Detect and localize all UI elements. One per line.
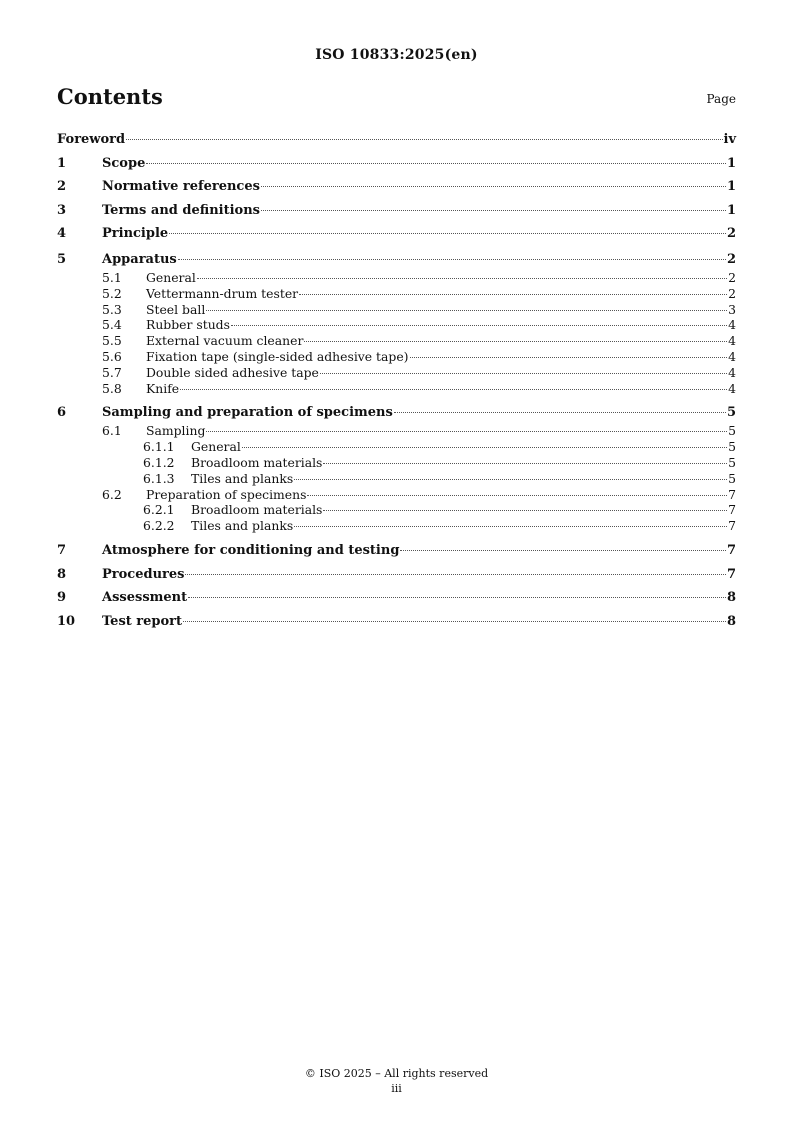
toc-entry-number: 5.1 <box>102 269 122 285</box>
toc-entry-title: Knife <box>146 380 180 396</box>
toc-entry-page: 4 <box>728 364 736 380</box>
toc-entry-scope[interactable] <box>57 152 736 176</box>
toc-entry-foreword[interactable] <box>57 128 736 152</box>
toc-entry-page: 4 <box>728 348 736 364</box>
toc-entry-page: 5 <box>728 423 736 439</box>
toc-entry-test-report[interactable] <box>57 610 736 634</box>
toc-leader-dots <box>261 210 726 211</box>
toc-leader-dots <box>126 139 722 140</box>
toc-entry-title: Broadloom materials <box>191 502 323 518</box>
toc-entry-page: 2 <box>728 285 736 301</box>
toc-entry-page: 4 <box>728 317 736 333</box>
toc-entry-procedures[interactable] <box>57 563 736 587</box>
toc-entry-page: 7 <box>728 518 736 534</box>
toc-entry-page: 1 <box>726 179 736 195</box>
toc-entry-page: 4 <box>728 380 736 396</box>
toc-entry-title: Sampling <box>146 423 206 439</box>
toc-entry-page: 3 <box>728 301 736 317</box>
toc-leader-dots <box>410 357 728 358</box>
toc-entry-number: 5.5 <box>102 333 122 349</box>
toc-entry-title: Tiles and planks <box>191 518 294 534</box>
toc-leader-dots <box>294 479 727 480</box>
toc-entry-page: 2 <box>726 251 736 267</box>
toc-entry-page: 1 <box>726 155 736 171</box>
toc-entry-title: Vettermann-drum tester <box>146 285 299 301</box>
toc-entry-terms-and-definitions[interactable] <box>57 199 736 223</box>
toc-entry-title: Sampling and preparation of specimens <box>102 405 393 421</box>
toc-entry-title: General <box>146 269 196 285</box>
toc-entry-title: Rubber studs <box>146 317 230 333</box>
toc-entry-number: 6.2.2 <box>143 518 175 534</box>
toc-leader-dots <box>183 621 726 622</box>
toc-entry-page: 8 <box>726 590 736 606</box>
toc-entry-number: 5.7 <box>102 364 122 380</box>
toc-leader-dots <box>400 550 726 551</box>
toc-entry-number: 3 <box>57 202 67 218</box>
toc-entry-normative-references[interactable] <box>57 175 736 199</box>
toc-leader-dots <box>188 597 726 598</box>
toc-entry-title: Steel ball <box>146 301 206 317</box>
toc-entry-page: 1 <box>726 202 736 218</box>
toc-entry-title: Assessment <box>102 590 188 606</box>
toc-entry-number: 6.1.3 <box>143 470 175 486</box>
toc-entry-page: 8 <box>726 613 736 629</box>
toc-entry-sampling-and-preparation[interactable] <box>57 402 736 423</box>
toc-leader-dots <box>307 495 727 496</box>
toc-entry-number: 5.3 <box>102 301 122 317</box>
toc-leader-dots <box>261 186 726 187</box>
toc-entry-number: 5.2 <box>102 285 122 301</box>
toc-subentry[interactable] <box>57 270 736 286</box>
toc-leader-dots <box>320 373 727 374</box>
page-footer <box>0 1066 793 1096</box>
toc-leader-dots <box>178 259 726 260</box>
toc-entry-title: Double sided adhesive tape <box>146 364 319 380</box>
toc-leader-dots <box>180 389 727 390</box>
toc-entry-title: Normative references <box>102 179 260 195</box>
toc-entry-page: 7 <box>728 502 736 518</box>
toc-subsubentry[interactable] <box>57 471 736 487</box>
toc-entry-number: 6.2.1 <box>143 502 175 518</box>
toc-entry-page: 2 <box>726 226 736 242</box>
toc-entry-number: 1 <box>57 155 67 171</box>
toc-entry-number: 5 <box>57 251 67 267</box>
page-column-label: Page <box>706 92 736 106</box>
toc-subsubentry[interactable] <box>57 502 736 518</box>
toc-leader-dots <box>394 412 726 413</box>
toc-leader-dots <box>323 510 727 511</box>
toc-entry-number: 5.8 <box>102 380 122 396</box>
toc-leader-dots <box>231 325 727 326</box>
toc-entry-title: Fixation tape (single-sided adhesive tape) <box>146 348 409 364</box>
toc-entry-title: Foreword <box>57 132 126 147</box>
page-number: iii <box>391 1082 402 1095</box>
toc-entry-number: 6.1.2 <box>143 454 175 470</box>
toc-leader-dots <box>304 341 727 342</box>
toc-subentry[interactable] <box>57 349 736 365</box>
toc-entry-number: 6.1 <box>102 423 122 439</box>
toc-entry-title: Procedures <box>102 566 185 582</box>
contents-heading: Contents <box>57 84 163 109</box>
toc-entry-number: 4 <box>57 226 67 242</box>
toc-entry-page: iv <box>723 132 736 147</box>
toc-entry-title: Broadloom materials <box>191 454 323 470</box>
toc-entry-number: 9 <box>57 590 67 606</box>
toc-entry-page: 5 <box>728 470 736 486</box>
toc-entry-page: 5 <box>726 405 736 421</box>
toc-entry-page: 7 <box>726 566 736 582</box>
toc-entry-title: Principle <box>102 226 169 242</box>
toc-entry-number: 5.6 <box>102 348 122 364</box>
toc-entry-title: Scope <box>102 155 146 171</box>
toc-entry-page: 5 <box>728 439 736 455</box>
toc-subsubentry[interactable] <box>57 518 736 534</box>
toc-entry-title: Preparation of specimens <box>146 486 307 502</box>
document-id-header: ISO 10833:2025(en) <box>315 47 478 63</box>
toc-leader-dots <box>299 294 727 295</box>
toc-leader-dots <box>185 574 725 575</box>
toc-subsubentry[interactable] <box>57 455 736 471</box>
toc-leader-dots <box>146 163 726 164</box>
toc-leader-dots <box>206 431 727 432</box>
toc-entry-title: External vacuum cleaner <box>146 333 304 349</box>
toc-entry-number: 6 <box>57 405 67 421</box>
toc-entry-title: Terms and definitions <box>102 202 260 218</box>
toc-entry-atmosphere[interactable] <box>57 539 736 563</box>
toc-subentry[interactable] <box>57 381 736 397</box>
toc-entry-title: Atmosphere for conditioning and testing <box>102 542 400 558</box>
toc-entry-number: 2 <box>57 179 67 195</box>
toc-entry-assessment[interactable] <box>57 586 736 610</box>
toc-subentry[interactable] <box>57 317 736 333</box>
toc-entry-page: 2 <box>728 269 736 285</box>
toc-entry-principle[interactable] <box>57 222 736 246</box>
toc-entry-number: 8 <box>57 566 67 582</box>
toc-entry-page: 7 <box>728 486 736 502</box>
toc-subentry[interactable] <box>57 365 736 381</box>
toc-entry-apparatus[interactable] <box>57 249 736 270</box>
toc-leader-dots <box>206 310 727 311</box>
toc-leader-dots <box>169 233 726 234</box>
toc-entry-title: Test report <box>102 613 183 629</box>
copyright-notice: © ISO 2025 – All rights reserved <box>304 1067 489 1080</box>
toc-subentry[interactable] <box>57 423 736 439</box>
toc-subentry[interactable] <box>57 487 736 503</box>
toc-entry-title: Apparatus <box>102 251 177 267</box>
toc-subentry[interactable] <box>57 302 736 318</box>
toc-entry-number: 5.4 <box>102 317 122 333</box>
toc-entry-title: Tiles and planks <box>191 470 294 486</box>
toc-leader-dots <box>242 447 727 448</box>
toc-subentry[interactable] <box>57 333 736 349</box>
toc-entry-title: General <box>191 439 241 455</box>
toc-subsubentry[interactable] <box>57 439 736 455</box>
toc-entry-page: 5 <box>728 454 736 470</box>
toc-leader-dots <box>197 278 727 279</box>
table-of-contents <box>57 128 736 633</box>
toc-entry-page: 4 <box>728 333 736 349</box>
toc-entry-page: 7 <box>726 542 736 558</box>
toc-leader-dots <box>294 526 727 527</box>
toc-entry-number: 6.1.1 <box>143 439 175 455</box>
toc-subentry[interactable] <box>57 286 736 302</box>
toc-leader-dots <box>323 463 727 464</box>
toc-entry-number: 7 <box>57 542 67 558</box>
toc-entry-number: 6.2 <box>102 486 122 502</box>
toc-entry-number: 10 <box>57 613 76 629</box>
